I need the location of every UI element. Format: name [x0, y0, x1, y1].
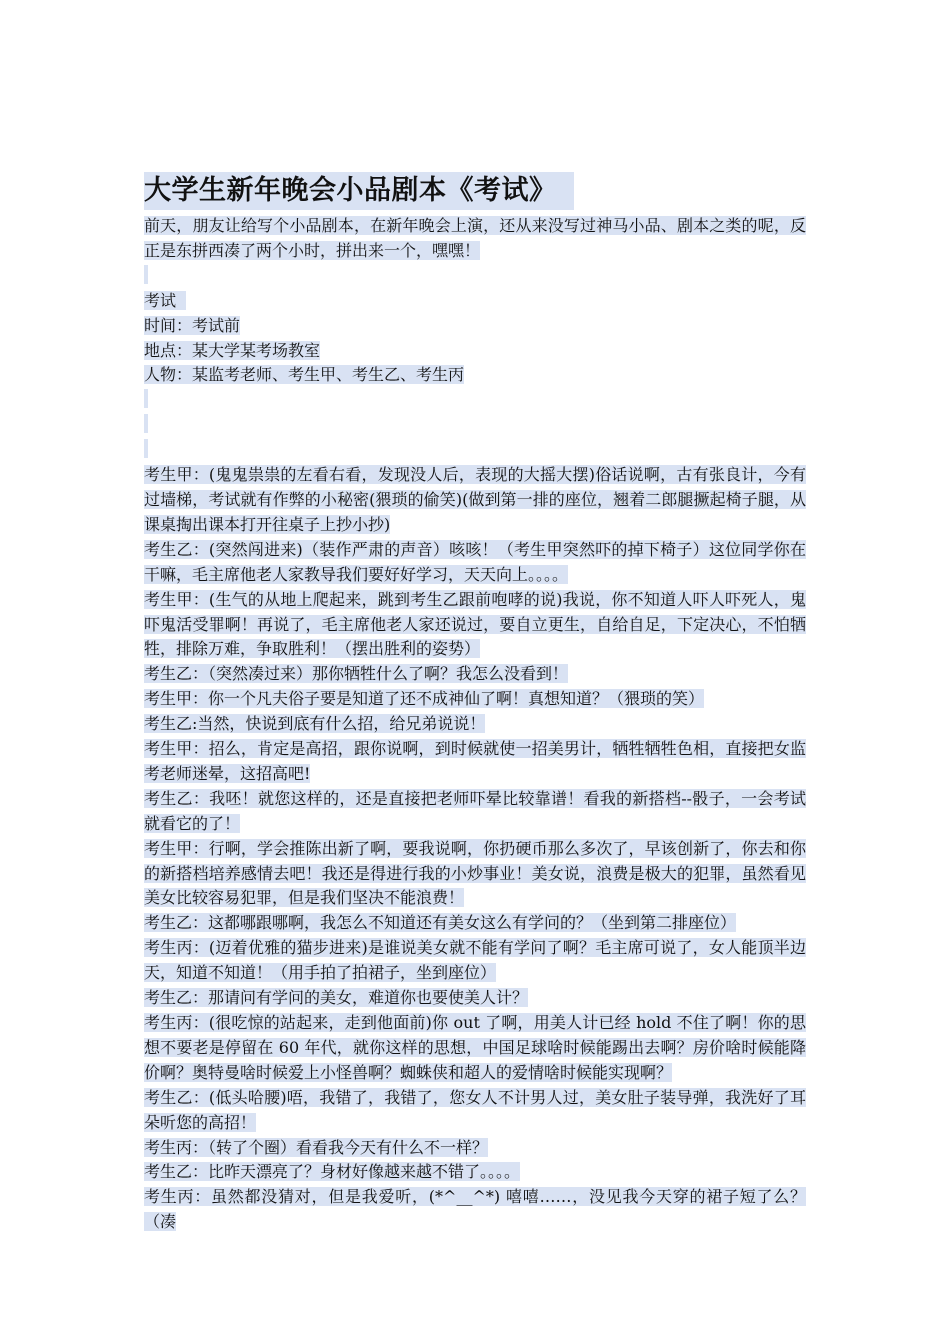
dialogue-text: 考生甲：行啊，学会推陈出新了啊，要我说啊，你扔硬币那么多次了，早该创新了，你去和你的新搭档培养感情去吧！我还是得进行我的小炒事业！美女说，浪费是极大的犯罪，虽然看见美女比较容易犯罪，但是我们坚决不能浪费！ — [144, 838, 806, 908]
place-text: 地点：某大学某考场教室 — [144, 340, 321, 360]
dialogue-text: 考生丙：虽然都没猜对，但是我爱听，(*^__^*) 嘻嘻……，没见我今天穿的裙子短了么？（凑 — [144, 1187, 806, 1232]
dialogue-line — [144, 1011, 806, 1086]
dialogue-text: 考生甲：招么，肯定是高招，跟你说啊，到时候就使一招美男计，牺牲牺牲色相，直接把女监考老师迷晕，这招高吧! — [144, 739, 806, 783]
dialogue-line — [144, 687, 806, 712]
dialogue-line — [144, 463, 806, 538]
intro-paragraph — [144, 214, 806, 264]
dialogue-text: 考生丙：（转了个圈）看看我今天有什么不一样？ — [144, 1137, 489, 1157]
dialogue-line — [144, 1136, 806, 1161]
dialogue-text: 考生丙：(迈着优雅的猫步进来)是谁说美女就不能有学问了啊？毛主席可说了，女人能顶半边天，知道不知道！（用手拍了拍裙子，坐到座位） — [144, 938, 806, 983]
dialogue-line — [144, 911, 806, 936]
dialogue-line — [144, 986, 806, 1011]
blank-line — [144, 438, 806, 463]
dialogue-line — [144, 538, 806, 588]
dialogue-line — [144, 787, 806, 837]
dialogue-line — [144, 588, 806, 663]
dialogue-text: 考生乙：比昨天漂亮了？身材好像越来越不错了。。。。 — [144, 1162, 521, 1182]
dialogue-text: 考生甲：(生气的从地上爬起来，跳到考生乙跟前咆哮的说)我说，你不知道人吓人吓死人，鬼吓鬼活受罪啊！再说了，毛主席他老人家还说过，要自立更生，自给自足，下定决心，不怕牺牲，排除万难，争取胜利！（摆出胜利的姿势） — [144, 589, 806, 659]
dialogue-text: 考生乙：（突然凑过来）那你牺牲什么了啊？我怎么没看到！ — [144, 664, 569, 684]
blank-line — [144, 388, 806, 413]
dialogue-text: 考生甲：(鬼鬼祟祟的左看右看，发现没人后，表现的大摇大摆)俗话说啊，古有张良计，今有过墙梯，考试就有作弊的小秘密(猥琐的偷笑)(做到第一排的座位，翘着二郎腿撅起椅子腿，从课桌掏出课本打开往桌子上抄小抄) — [144, 465, 806, 534]
time-text: 时间：考试前 — [144, 315, 241, 335]
document-body — [144, 214, 806, 1235]
cast-line — [144, 363, 806, 388]
dialogue-line — [144, 1086, 806, 1136]
empty-highlight — [144, 389, 148, 408]
play-title — [144, 289, 806, 314]
dialogue-text: 考生乙：(低头哈腰)唔，我错了，我错了，您女人不计男人过，美女肚子装导弹，我洗好了耳朵听您的高招！ — [144, 1087, 806, 1132]
blank-line — [144, 413, 806, 438]
dialogue-text: 考生丙：(很吃惊的站起来，走到他面前)你 out 了啊，用美人计已经 hold 不住了啊！你的思想不要老是停留在 60 年代，就你这样的思想，中国足球啥时候能踢出去啊？房价啥时候能降价啊？奥特曼啥时候爱上小怪兽啊？蜘蛛侠和超人的爱情啥时候能实现啊？ — [144, 1013, 806, 1082]
dialogue-line — [144, 837, 806, 912]
dialogue-line — [144, 712, 806, 737]
empty-highlight — [144, 439, 148, 458]
dialogue-text: 考生乙：这都哪跟哪啊，我怎么不知道还有美女这么有学问的？（坐到第二排座位） — [144, 913, 737, 933]
dialogue-text: 考生乙:当然，快说到底有什么招，给兄弟说说！ — [144, 714, 486, 734]
play-title-text: 考试 — [144, 290, 177, 310]
dialogue-text: 考生乙：(突然闯进来)（装作严肃的声音）咳咳！（考生甲突然吓的掉下椅子）这位同学你在干嘛，毛主席他老人家教导我们要好好学习，天天向上。。。。 — [144, 539, 806, 584]
dialogue-line — [144, 737, 806, 787]
dialogue-text: 考生乙：我呸！就您这样的，还是直接把老师吓晕比较靠谱！看我的新搭档--骰子，一会考试就看它的了！ — [144, 788, 806, 833]
dialogue-text: 考生甲：你一个凡夫俗子要是知道了还不成神仙了啊！真想知道？（猥琐的笑） — [144, 689, 705, 709]
place-line — [144, 339, 806, 364]
dialogue-line — [144, 1160, 806, 1185]
cast-text: 人物：某监考老师、考生甲、考生乙、考生丙 — [144, 365, 465, 385]
document-title: 大学生新年晚会小品剧本《考试》 — [144, 172, 574, 210]
empty-highlight — [144, 414, 148, 433]
dialogue-line — [144, 936, 806, 986]
dialogue-line — [144, 662, 806, 687]
dialogue-line — [144, 1185, 806, 1235]
time-line — [144, 314, 806, 339]
blank-line — [144, 264, 806, 289]
empty-highlight — [144, 265, 148, 284]
dialogue-text: 考生乙：那请问有学问的美女，难道你也要使美人计？ — [144, 988, 529, 1008]
intro-text: 前天，朋友让给写个小品剧本，在新年晚会上演，还从来没写过神马小品、剧本之类的呢，反正是东拼西凑了两个小时，拼出来一个，嘿嘿！ — [144, 216, 806, 260]
